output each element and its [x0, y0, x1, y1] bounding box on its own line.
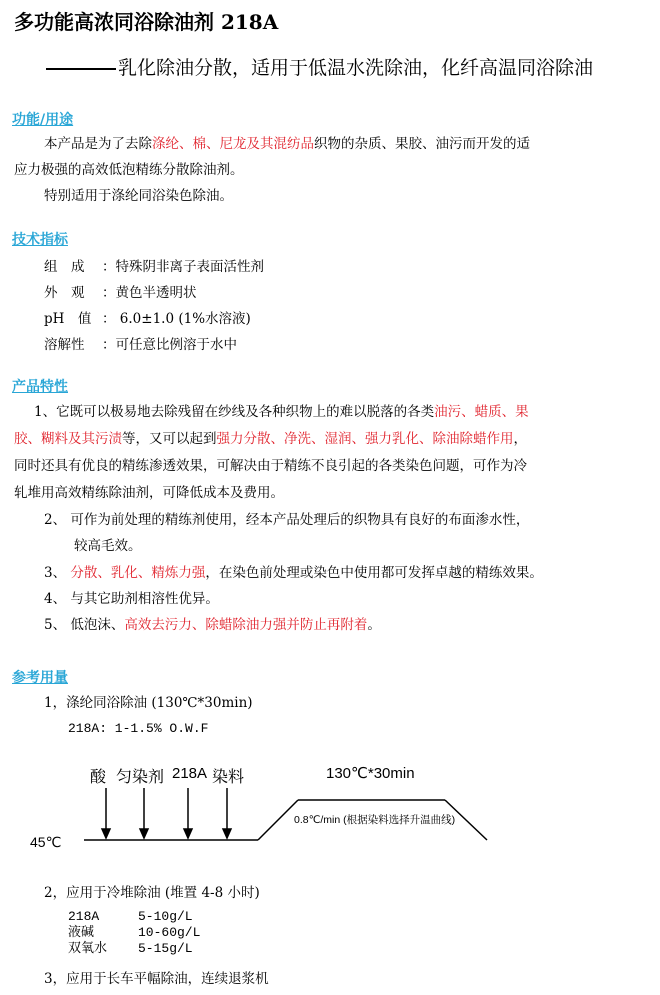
- feature-1-line3: 同时还具有优良的精练渗透效果，可解决由于精练不良引起的各类染色问题，可作为冷: [14, 458, 527, 474]
- section-heading-spec: 技术指标: [12, 232, 68, 248]
- diagram-label-hold: 130℃*30min: [326, 765, 415, 782]
- dosage-item1-title: 1，涤纶同浴除油 (130℃*30min): [44, 695, 253, 711]
- spec-row: 溶解性 ：可任意比例溶于水中: [44, 337, 237, 353]
- diagram-label-acid: 酸: [90, 769, 107, 786]
- spec-row: 组 成 ：特殊阴非离子表面活性剂: [44, 259, 264, 275]
- feature-5: 5、 低泡沫、高效去污力、除蜡除油力强并防止再附着。: [44, 617, 381, 633]
- dosing-arrows: [102, 788, 231, 838]
- feature-1-line2: 胶、糊料及其污渍等，又可以起到强力分散、净洗、湿润、强力乳化、除油除蜡作用，: [14, 431, 527, 447]
- section-heading-features: 产品特性: [12, 379, 68, 395]
- page-title: 多功能高浓同浴除油剂 218A: [14, 10, 279, 34]
- dosage-item2-title: 2，应用于冷堆除油 (堆置 4-8 小时): [44, 885, 260, 901]
- feature-1-line4: 轧堆用高效精练除油剂，可降低成本及费用。: [14, 485, 284, 501]
- feature-2-line2: 较高毛效。: [74, 538, 142, 554]
- spec-row: 外 观 ：黄色半透明状: [44, 285, 197, 301]
- diagram-label-218a: 218A: [172, 765, 208, 782]
- dosage-row: 218A 5-10g/L: [68, 909, 193, 924]
- section-heading-usage: 功能/用途: [12, 112, 74, 128]
- dosage-item3-title: 3，应用于长车平幅除油，连续退浆机: [44, 971, 269, 987]
- feature-2-line1: 2、 可作为前处理的精练剂使用，经本产品处理后的织物具有良好的布面渗水性，: [44, 512, 530, 528]
- dosage-item2-table: [68, 909, 200, 957]
- diagram-label-start-temp: 45℃: [30, 834, 62, 850]
- dosage-row: 液碱 10-60g/L: [68, 925, 201, 940]
- spec-row: pH 值 ： 6.0±1.0 (1%水溶液): [44, 311, 251, 327]
- dosage-item1-value: 218A: 1-1.5% O.W.F: [68, 721, 209, 736]
- feature-1-line1: 1、它既可以极易地去除残留在纱线及各种织物上的难以脱落的各类油污、蜡质、果: [34, 404, 529, 420]
- diagram-label-rate: 0.8℃/min (根据染料选择升温曲线): [294, 814, 456, 826]
- usage-paragraph-line2: 应力极强的高效低泡精练分散除油剂。: [14, 162, 244, 178]
- subtitle-text: 乳化除油分散，适用于低温水洗除油，化纤高温同浴除油: [118, 57, 594, 79]
- usage-paragraph-special: 特别适用于涤纶同浴染色除油。: [44, 188, 233, 204]
- diagram-label-leveling: 匀染剂: [116, 769, 165, 786]
- usage-paragraph-line1: 本产品是为了去除涤纶、棉、尼龙及其混纺品织物的杂质、果胶、油污而开发的适: [44, 136, 530, 152]
- diagram-label-dye: 染料: [212, 769, 245, 786]
- feature-3: 3、 分散、乳化、精炼力强，在染色前处理或染色中使用都可发挥卓越的精练效果。: [44, 565, 543, 581]
- feature-4: 4、 与其它助剂相溶性优异。: [44, 591, 219, 607]
- heating-ramp: [258, 800, 298, 840]
- dosage-row: 双氧水 5-15g/L: [68, 941, 193, 956]
- section-heading-dosage: 参考用量: [12, 670, 68, 686]
